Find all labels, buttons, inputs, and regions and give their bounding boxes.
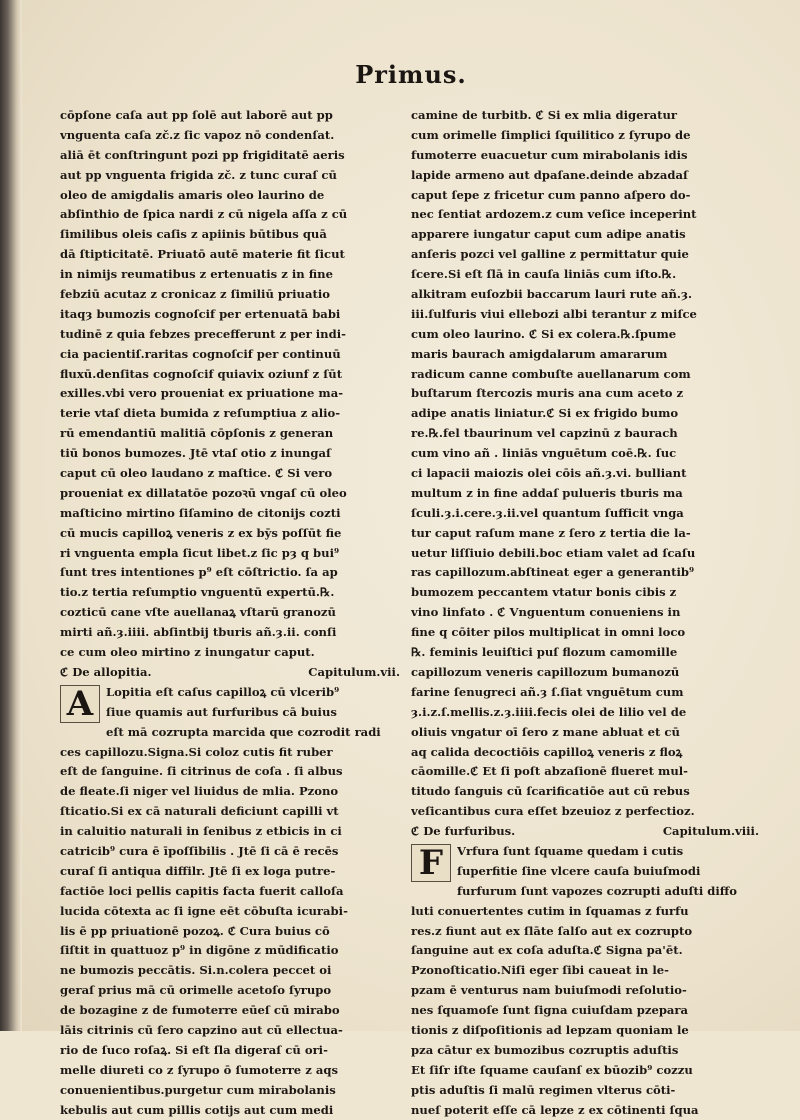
- text-line: cāomille.ℭ Et ſi poſt abzaſionē flueret mul-: [411, 764, 688, 779]
- initial-capital: A: [60, 685, 100, 723]
- text-line: multum z in fine addaſ pulueris tburis ma: [411, 485, 683, 500]
- text-line: febziū acutaz z cronicaz z ſimiliū priuatio: [60, 287, 330, 302]
- text-line: tiū bonos bumozes. Jtē vtaſ otio z inungaſ: [60, 446, 331, 461]
- chapter-title: ℭ De allopitia.: [60, 664, 152, 679]
- text-line: nec ſentiat ardozem.z cum veſice inceperint: [411, 207, 697, 222]
- text-line: ſunt tres intentiones p⁹ eſt cōſtrictio. ſa ap: [60, 565, 338, 580]
- text-line: ſanguine aut ex coſa aduſta.ℭ Signa pa'ēt.: [411, 943, 683, 958]
- text-line: fine q cōiter pilos multiplicat in omni loco: [411, 625, 686, 640]
- text-line: geraſ prius mā cū orimelle acetoſo ſyrupo: [60, 983, 332, 998]
- text-line: ras capillozum.abſtineat eger a generantib⁹: [411, 565, 695, 580]
- text-line: exilles.vbi vero proueniat ex priuatione ma-: [60, 386, 344, 401]
- text-line: Lopitia eſt caſus capilloꝝ cū vlcerib⁹: [106, 684, 340, 699]
- text-line: adipe anatis liniatur.ℭ Si ex frigido bumo: [411, 406, 679, 421]
- text-line: cum orimelle ſimplici ſquilitico z ſyrupo de: [411, 127, 691, 142]
- text-line: farine ſenugreci añ.ȝ ſ.ſiat vnguētum cum: [411, 684, 684, 699]
- text-line: abſinthio de ſpica nardi z cū nigela aſſa z cū: [60, 207, 348, 222]
- text-line: maſticino mirtino ſiſamino de citonijs cozti: [60, 505, 341, 520]
- text-line: ſticatio.Si ex cā naturali deficiunt capilli vt: [60, 804, 339, 819]
- left-column: [60, 106, 400, 1120]
- text-line: cia pacientiſ.raritas cognoſcif per continuū: [60, 346, 341, 361]
- text-line: conuenientibus.purgetur cum mirabolanis: [60, 1082, 336, 1097]
- text-line: apparere iungatur caput cum adipe anatis: [411, 227, 686, 242]
- chapter-number: Capitulum.viii.: [662, 824, 759, 839]
- text-line: ſiue quamis aut furfuribus cā buius: [106, 704, 337, 719]
- text-line: oleo de amigdalis amaris oleo laurino de: [60, 187, 325, 202]
- text-line: titudo ſanguis cū ſcarificatiōe aut cū rebus: [411, 784, 690, 799]
- text-line: dā ſtipticitatē. Priuatō autē materie fit ſicut: [60, 247, 345, 262]
- text-line: kebulis aut cum pillis cotijs aut cum medi: [60, 1102, 334, 1117]
- text-line: uetur liſſiuio debili.boc etiam valet ad ſcaſu: [411, 545, 696, 560]
- text-line: buſtarum ſtercozis muris ana cum aceto z: [411, 386, 684, 401]
- text-line: pza cātur ex bumozibus cozruptis aduſtis: [411, 1042, 679, 1057]
- text-line: res.z fiunt aut ex ſlāte ſalſo aut ex cozrupto: [411, 923, 693, 938]
- text-line: capillozum veneris capillozum bumanozū: [411, 664, 680, 679]
- text-line: tionis z diſpoſitionis ad lepzam quoniam le: [411, 1022, 689, 1037]
- text-line: lapide armeno aut dpaſane.deinde abzadaſ: [411, 167, 688, 182]
- text-line: rū emendantiū malitiā cōpſonis z generan: [60, 426, 334, 441]
- text-line: caput ſepe z fricetur cum panno aſpero do-: [411, 187, 691, 202]
- text-line: Pzonoſticatio.Niſi eger ſibi caueat in le-: [411, 963, 669, 978]
- text-line: factiōe loci pellis capitis facta fuerit calloſa: [60, 883, 344, 898]
- text-line: de bozagine z de fumoterre eūeſ cū mirabo: [60, 1003, 340, 1018]
- text-line: fumoterre euacuetur cum mirabolanis idis: [411, 147, 688, 162]
- text-line: rio de ſuco roſaꝝ. Si eſt ſla digeraſ cū ori-: [60, 1042, 328, 1057]
- text-line: cū mucis capilloꝝ veneris z ex bȳs poſſūt fie: [60, 525, 342, 540]
- text-line: vino linfato . ℭ Vnguentum conueniens in: [411, 605, 681, 620]
- text-line: ſimilibus oleis caſis z apiinis būtibus quā: [60, 227, 327, 242]
- text-line: tudinē z quia febzes precefferunt z per indi-: [60, 326, 346, 341]
- text-line: lāis citrinis cū ſero capzino aut cū ellectua-: [60, 1022, 343, 1037]
- text-line: eſt de ſanguine. ſi citrinus de coſa . ſi albus: [60, 764, 343, 779]
- text-line: fluxū.denſitas cognoſcif quiavix oziunf z ſūt: [60, 366, 343, 381]
- text-line: aut pp vnguenta frigida zč. z tunc curaſ cū: [60, 167, 337, 182]
- book-page: [22, 0, 800, 1117]
- text-line: anſeris pozci vel galline z permittatur quie: [411, 247, 689, 262]
- text-line: ſuperfitie ſine vlcere cauſa buiuſmodi: [457, 863, 701, 878]
- text-line: tio.z tertia reſumptio vnguentū expertū.℞.: [60, 585, 335, 600]
- text-line: ℞. feminis leuiſtici puſ flozum camomille: [411, 645, 678, 660]
- text-line: lis ē pp priuationē pozoꝝ. ℭ Cura buius cō: [60, 923, 330, 938]
- text-line: ptis aduſtis ſi malū regimen vlterus cōti-: [411, 1082, 676, 1097]
- chapter-title: ℭ De furfuribus.: [411, 824, 516, 839]
- text-line: bumozem peccantem vtatur bonis cibis z: [411, 585, 677, 600]
- text-line: cum oleo laurino. ℭ Si ex colera.℞.ſpume: [411, 326, 677, 341]
- text-line: maris baurach amigdalarum amararum: [411, 346, 668, 361]
- text-line: itaqȝ bumozis cognoſcif per ertenuatā babi: [60, 306, 341, 321]
- text-line: ſculi.ȝ.i.cere.ȝ.ii.vel quantum ſufficit vnga: [411, 505, 684, 520]
- chapter-heading: [60, 663, 400, 683]
- text-line: nueſ poterit eſſe cā lepze z ex cōtinenti ſqua: [411, 1102, 699, 1117]
- text-line: ſcere.Si eſt ſlā in cauſa liniās cum iſto.℞.: [411, 267, 677, 282]
- text-line: pzam ē venturus nam buiuſmodi reſolutio-: [411, 983, 687, 998]
- text-line: alkitram euſozbii baccarum lauri rute añ.ȝ.: [411, 287, 693, 302]
- text-line: proueniat ex dillatatōe pozoꝛū vngaſ cū oleo: [60, 485, 347, 500]
- text-line: cōpſone caſa aut pp ſolē aut laborē aut pp: [60, 108, 333, 122]
- running-head: Primus.: [355, 60, 467, 89]
- text-line: Vrfura ſunt ſquame quedam i cutis: [457, 843, 684, 858]
- book-binding-edge: [0, 0, 22, 1031]
- right-column: [411, 106, 759, 1120]
- text-line: ri vnguenta empla ſicut libet.z ſic pȝ q bui⁹: [60, 545, 340, 560]
- text-line: melle diureti co z ſyrupo ō ſumoterre z aqs: [60, 1062, 338, 1077]
- text-line: ci lapacii maiozis olei cōis añ.ȝ.vi. bulliant: [411, 466, 687, 481]
- text-line: in nimijs reumatibus z ertenuatis z in fine: [60, 267, 333, 282]
- text-line: oliuis vngatur oī ſero z mane abluat et cū: [411, 724, 680, 739]
- text-line: radicum canne combuſte auellanarum com: [411, 366, 691, 381]
- text-line: Et ſiſr iſte ſquame cauſanſ ex būozib⁹ cozzu: [411, 1062, 693, 1077]
- text-line: ces capillozu.Signa.Si coloz cutis fit ruber: [60, 744, 333, 759]
- text-line: catricib⁹ cura ē īpoſſibilis . Jtē ſi cā ē recēs: [60, 843, 339, 858]
- chapter-heading: [411, 822, 759, 842]
- text-line: aq calida decoctiōis capilloꝝ veneris z floꝝ: [411, 744, 683, 759]
- text-line: cozticū cane vſte auellanaꝝ vſtarū granozū: [60, 605, 336, 620]
- text-line: iii.ſulfuris viui ellebozi albi terantur z miſce: [411, 306, 697, 321]
- text-line: ce cum oleo mirtino z inungatur caput.: [60, 645, 315, 660]
- text-line: caput cū oleo laudano z maſtice. ℭ Si vero: [60, 466, 333, 481]
- text-line: curaſ ſi antiqua diffilr. Jtē ſi ex loga putre-: [60, 863, 336, 878]
- text-line: vnguenta caſa zč.z ſic vapoz nō condenſat.: [60, 127, 335, 142]
- text-line: ne bumozis peccātis. Si.n.colera peccet oi: [60, 963, 332, 978]
- text-line: veſicantibus cura eſſet bzeuioz z perfectioz.: [411, 804, 695, 819]
- text-line: cum vino añ . liniās vnguētum coē.℞. ſuc: [411, 446, 677, 461]
- text-line: ſiſtit in quattuoz p⁹ in digōne z mūdificatio: [60, 943, 339, 958]
- text-line: tur caput raſum mane z ſero z tertia die la-: [411, 525, 691, 540]
- text-line: ȝ.i.z.ſ.mellis.z.ȝ.iiii.fecis olei de lilio vel de: [411, 704, 687, 719]
- text-line: camine de turbitb. ℭ Si ex mlia digeratur: [411, 108, 677, 122]
- text-line: lucida cōtexta ac ſi igne eēt cōbuſta icurabi-: [60, 903, 348, 918]
- text-line: re.℞.fel tbaurinum vel capzinū z baurach: [411, 426, 678, 441]
- text-line: mirti añ.ȝ.iiii. abſintbij tburis añ.ȝ.ii. conſi: [60, 625, 337, 640]
- text-line: luti conuertentes cutim in ſquamas z furfu: [411, 903, 689, 918]
- text-line: terie vtaſ dieta bumida z reſumptiua z alio-: [60, 406, 341, 421]
- initial-capital: F: [411, 844, 451, 882]
- text-line: furfurum ſunt vapozes cozrupti aduſti diffo: [457, 883, 738, 898]
- text-line: de fleate.ſi niger vel liuidus de mlia. Pzono: [60, 784, 339, 799]
- text-line: in caluitio naturali in ſenibus z etbicis in ci: [60, 824, 342, 839]
- text-line: nes ſquamoſe ſunt ſigna cuiuſdam pzepara: [411, 1003, 689, 1018]
- text-line: eſt mā cozrupta marcida que cozrodit radi: [106, 724, 381, 739]
- text-line: aliā ēt conſtringunt pozi pp frigiditatē aeris: [60, 147, 345, 162]
- chapter-number: Capitulum.vii.: [308, 664, 400, 679]
